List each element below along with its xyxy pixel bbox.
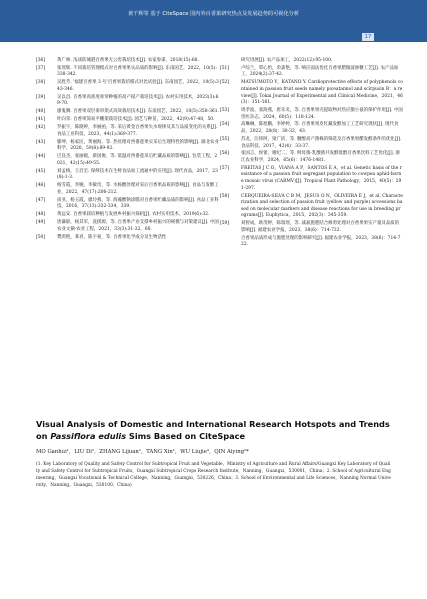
reference-entry: [36, 140, 219, 153]
reference-entry: [36, 125, 219, 138]
reference-text: 百香果品质形成与施肥处理的影响研究[J]. 福建农业学报，2023，38(6)：714-722.: [241, 235, 401, 248]
title-text-end: Sims Based on CiteSpace: [126, 430, 246, 441]
reference-number: [48]: [36, 212, 46, 218]
reference-entry: [36, 169, 219, 182]
reference-entry: [220, 137, 403, 150]
reference-text: 罗振宇，陈晓婷，李丽函，等. 采后黄金百香果失水规律及其与品质变化的关系[J]. 食品工业科技，2023，44(1):369-377.: [57, 125, 218, 137]
reference-entry: [36, 95, 219, 108]
reference-text: 尚亚，杨玉霞，廖玲燕，等. 海藻酸钠涂膜对百香果贮藏品质的影响[J]. 食品工业科技，2016，37(13):332-334，339.: [57, 197, 219, 210]
reference-text: MATSUMOTO Y，KATANO Y. Cardioprotective effects of polyphenols contained in passion fruit seeds namely piceatannol and scirpusin B：a review[J]. Tokai Journal of Experimental and Clinical Medicine，2021，46(3)：151-161.: [241, 80, 403, 106]
reference-text: 苏龙，汪炜阿，梁广滨，等. 糖醇高产菌株的筛选及百香果果醋发酵条件的优化[J]. 食品科技，2017，42(4)：33-37.: [241, 136, 402, 149]
reference-entry: [36, 212, 219, 219]
reference-entry: [36, 117, 219, 124]
reference-text: 研究进展[J]. 农产品加工，2022(12):95-100.: [241, 58, 333, 63]
reference-entry: [220, 122, 403, 135]
reference-number: [39]: [36, 94, 46, 100]
reference-text: 巴良杰，张丽媛，蔡国俊，等. 低温对西番莲采后贮藏品质的影响[J]. 包装工程，2021，42(15):49-55.: [57, 154, 218, 166]
reference-number: [36]: [36, 58, 46, 63]
reference-number: [40]: [36, 109, 46, 115]
reference-entry: [36, 198, 219, 211]
reference-number: [51]: [220, 65, 230, 71]
reference-number: [38]: [36, 80, 46, 86]
reference-number: [46]: [36, 183, 46, 189]
reference-number: [53]: [220, 108, 230, 113]
references-right-column: [220, 58, 403, 250]
reference-number: [54]: [220, 122, 230, 128]
reference-entry: [36, 235, 219, 242]
reference-number: [42]: [36, 125, 46, 131]
reference-entry: [220, 194, 403, 220]
reference-text: 黄广林. 浅谈防城港百香果无公害栽培技术[J]. 农家参谋，2018(15):68.: [57, 58, 199, 63]
reference-text: 黄远安. 百香果栽培种植与发展乡村振兴探析[J]. 农村实用技术，2019(6):32.: [57, 212, 210, 218]
reference-text: 张国言，侯蕾，谢纪二，等. 鲜母菌-乳酸菌共发酵低醇百香果饮料工艺优化[J]. 浙江农业科学，2024，65(6)：1476-1481.: [241, 151, 400, 163]
reference-number: [52]: [220, 80, 230, 86]
reference-entry: [220, 58, 403, 65]
reference-text: 刘智成，欧茂婷，陈瑞瑶，等. 减氮施肥结合修剪处理对百香果果实产量及品质的影响[J]. 福建农业学报，2023，38(6)：714-722.: [241, 221, 400, 233]
references-left-column: [36, 58, 219, 243]
author-affiliations: (1. Key Laboratory of Quality and Safety Control for Subtropical Fruit and Vegetable，Ministry of Agriculture and Rural Affairs/Guangxi Key Laboratory of Quality and Safety Control for Subtropical Fruits，Guangxi Subtropical Crops Research Institute，Nanning，Guangxi，530001，China；2. School of Agricultural Engineering，Guangxi Vocational & Technical College，Nanning，Guangxi，530226，China；3. School of Environmental and Life Sciences，Nanning Normal University，Nanning，Guangxi，530100，China): [36, 462, 391, 488]
reference-number: [43]: [36, 139, 46, 145]
reference-number: [47]: [36, 197, 46, 203]
reference-number: [58]: [220, 193, 230, 199]
title-species: Passiflora edulis: [50, 430, 127, 441]
reference-text: 杨雪霞，李婉，李敏奇，等. 水杨酸处理对采后百香果品质的影响[J]. 食品与发酵工业，2022，47(17):206-212.: [57, 183, 219, 195]
reference-entry: [36, 220, 219, 233]
reference-number: [56]: [220, 151, 230, 157]
reference-entry: [36, 183, 219, 196]
reference-entry: [220, 66, 403, 79]
reference-entry: [220, 108, 403, 121]
reference-entry: [220, 221, 403, 234]
reference-number: [44]: [36, 154, 46, 160]
reference-text: 吴以昌. 百香果高密度垂帘种植的高产稳产栽培技术[J]. 农村实用技术，2023(3):69-70.: [57, 94, 219, 107]
article-title: [36, 419, 396, 442]
reference-entry: [36, 154, 219, 167]
reference-text: 唐谦职，杨其军，冼援源，等. 百香果产业支撑乡村振兴的规模与对策建议[J]. 中国农业文摘-农业工程，2021，33(3):31-32，60.: [57, 220, 219, 232]
reference-text: 吴胜芳. '福建百香果 3 号'百香果栽培模式对比试验[J]. 东南园艺，2022，10(5):343-346.: [57, 80, 219, 92]
running-head: 黄千辉等 基于 CiteSpace 国内外百香果研究热点及发展趋势的可视化分析: [127, 11, 300, 17]
reference-text: 张瑶辉. 不同栽培管理模式对百香果果实品质的影响[J]. 东南园艺，2022，10(5):338-342.: [57, 65, 217, 78]
reference-number: [57]: [220, 165, 230, 171]
page-number: 17: [362, 33, 374, 41]
reference-number: [55]: [220, 136, 230, 142]
reference-entry: [36, 58, 219, 65]
reference-text: 叶向荣. 百香果简易平棚架栽培技术[J]. 园艺与种苗，2022，42(9):47-48，50.: [57, 117, 215, 123]
reference-number: [45]: [36, 168, 46, 174]
reference-number: [49]: [36, 220, 46, 226]
reference-text: CERQUEIRA-SILVA C B M，JESUS O N，OLIVEIRA E J，et al. Characterization and selection of passion fruit (yellow and purple) accessions based on molecular markers and disease reactions for use in breeding programs[J]. Euphytica，2015，202(3)：345-359.: [241, 193, 403, 219]
reference-text: 滕坤，杨家民，黄丽海，等. 热处理对西番莲果实采后生理特性的影响[J]. 湖北农业科学，2020，59(8):89-92.: [57, 139, 219, 152]
reference-number: [50]: [36, 234, 46, 240]
reference-text: 高琳琳，陈旭鹏，李婷婷，等. 百香果果皮红藏发酵加工工艺研究现状[J]. 现代食品，2022，28(8)：30-32，43.: [241, 122, 399, 135]
reference-entry: [220, 151, 403, 164]
reference-text: FREITAS J C O，VIANA A P，SANTOS E A，et al. Genetic basis of the resistance of a passion fruit segregant population to cowpea aphid-borne mosaic virus (CABMV)[J]. Tropical Plant Pathology，2015，40(5)：291-297.: [241, 165, 402, 191]
reference-text: 卢综兰，覃心怡，余淼艳，等. 响应面法优化百香果腊微波渗糖工艺[J]. 农产品加工，2024(2):37-42.: [241, 65, 399, 78]
reference-entry: [36, 109, 219, 116]
reference-text: 樊鸿艳，莱君，陈宇豪，等. 百香果化学成分及生物活性: [57, 234, 167, 240]
reference-entry: [220, 166, 403, 192]
reference-number: [41]: [36, 117, 46, 123]
reference-text: 周孝波，张海燕，唐未炎，等. 百香果果壳提取物对热应激小鼠的保护作用[J]. 中国兽医杂志，2024，60(5)：118-124.: [241, 108, 403, 120]
reference-entry: [36, 80, 219, 93]
title-text: Visual Analysis of Domestic and International Research Hotspots and Trends on: [36, 419, 390, 441]
reference-entry: [220, 80, 403, 106]
reference-number: [37]: [36, 65, 46, 71]
reference-number: [59]: [220, 221, 230, 227]
reference-text: 刘孟梅，王启宏. 保鲜技术在生鲜食品加工流通中的应用[J]. 现代食品，2017，23(8):1-3.: [57, 168, 218, 181]
author-list: MO Ganhui¹，LIU Di²，ZHANG Lijuan¹，TANG Xin¹，WU Liujie³，QIN Aiying²*: [36, 449, 249, 455]
reference-entry: [36, 66, 219, 79]
reference-text: 廖鬼腾. 百香果双层垂帘架式高效栽培技术[J]. 东南园艺，2022，10(5):358-361.: [57, 109, 219, 115]
reference-entry: [220, 236, 403, 249]
